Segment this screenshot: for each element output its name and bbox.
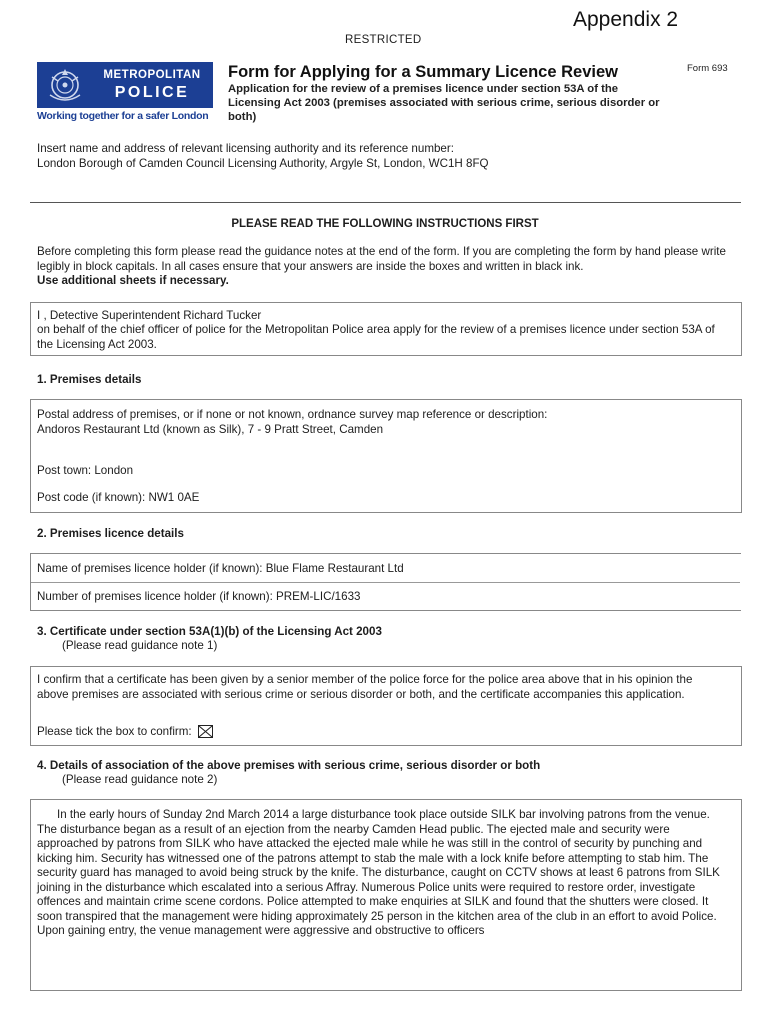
licence-box-divider (31, 582, 740, 583)
confirm-checkbox[interactable] (198, 725, 213, 738)
logo-tagline: Working together for a safer London (37, 110, 209, 122)
premises-address-label: Postal address of premises, or if none or not known, ordnance survey map reference or description: (37, 408, 548, 421)
form-title: Form for Applying for a Summary Licence Review (228, 63, 618, 81)
authority-value: London Borough of Camden Council Licensing Authority, Argyle St, London, WC1H 8FQ (37, 157, 489, 170)
post-town: Post town: London (37, 464, 134, 477)
licence-number: Number of premises licence holder (if known): PREM-LIC/1633 (37, 590, 361, 603)
applicant-statement: on behalf of the chief officer of police for the Metropolitan Police area apply for the review of a premises licence under section 53A of the Licensing Act 2003. (37, 323, 715, 351)
logo-metropolitan: METROPOLITAN (103, 69, 201, 81)
section2-heading: 2. Premises licence details (37, 527, 184, 540)
section4-heading: 4. Details of association of the above premises with serious crime, serious disorder or both (37, 759, 541, 772)
appendix-label: Appendix 2 (573, 8, 679, 31)
logo-police: POLICE (114, 84, 190, 101)
form-number: Form 693 (687, 63, 728, 74)
section3-note: (Please read guidance note 1) (62, 639, 218, 652)
met-police-logo (37, 62, 213, 108)
instructions-body (37, 245, 742, 289)
form-subtitle: Application for the review of a premises licence under section 53A of the Licensing Act 2003 (premises associated with serious crime, serious disorder or both) (228, 83, 660, 123)
section4-note: (Please read guidance note 2) (62, 773, 218, 786)
section1-heading: 1. Premises details (37, 373, 142, 386)
instructions-note: Use additional sheets if necessary. (37, 274, 229, 287)
premises-address-value: Andoros Restaurant Ltd (known as Silk), 7 - 9 Pratt Street, Camden (37, 423, 384, 436)
section3-heading: 3. Certificate under section 53A(1)(b) of the Licensing Act 2003 (37, 625, 382, 638)
post-code: Post code (if known): NW1 0AE (37, 491, 200, 504)
applicant-name: I , Detective Superintendent Richard Tucker (37, 309, 262, 322)
certificate-statement: I confirm that a certificate has been given by a senior member of the police force for the police area above that in his opinion the above premises are associated with serious crime or serious disorder or both, and the certificate accompanies this application. (37, 673, 693, 701)
instructions-text: Before completing this form please read the guidance notes at the end of the form. If you are completing the form by hand please write legibly in block capitals. In all cases ensure that your answers are inside the boxes and written in black ink. (37, 245, 726, 273)
tick-row (37, 725, 213, 740)
divider (30, 202, 741, 203)
restricted-marking: RESTRICTED (345, 34, 422, 46)
instructions-heading: PLEASE READ THE FOLLOWING INSTRUCTIONS FIRST (231, 218, 539, 230)
association-details: In the early hours of Sunday 2nd March 2014 a large disturbance took place outside SILK bar involving patrons from the venue. The disturbance began as a result of an ejection from the nearby Camden Head public. The ejected male and security were approached by patrons from SILK who have attacked the ejected male while he was still in the control of security by punching and kicking him. Security has witnessed one of the patrons attempt to stab the male with a lock knife before attempting to stab him. The security guard has managed to avoid being struck by the knife. The disturbance, caught on CCTV shows at least 6 patrons from SILK joining in the disturbance which escalated into a serious Affray. Numerous Police units were required to restore order, investigate offences and maintain crime scene cordons. Police attempted to make enquiries at SILK and found that the shutters were closed. It soon transpired that the management were hiding approximately 25 person in the kitchen area of the club in an effort to avoid Police. Upon gaining entry, the venue management were aggressive and obstructive to officers (37, 808, 720, 937)
tick-label: Please tick the box to confirm: (37, 725, 192, 738)
authority-label: Insert name and address of relevant licensing authority and its reference number: (37, 142, 454, 155)
licence-holder: Name of premises licence holder (if known): Blue Flame Restaurant Ltd (37, 562, 404, 575)
crest-icon (40, 65, 90, 105)
